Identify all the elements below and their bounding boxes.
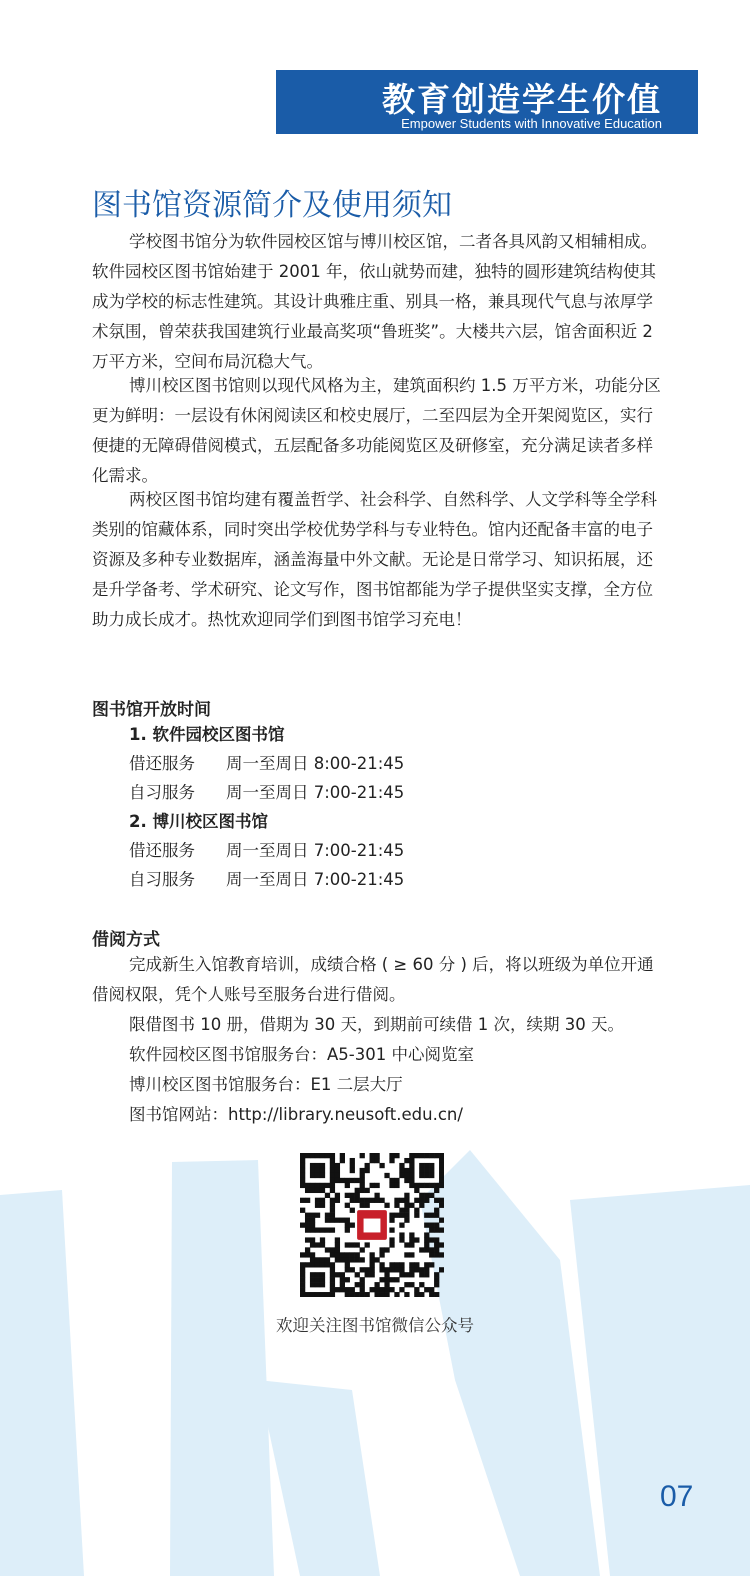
opening-hours-heading: 图书馆开放时间 [92,700,211,720]
campus-title: 1. 软件园校区图书馆 [129,725,285,744]
service-name: 自习服务 [129,783,195,802]
service-name: 自习服务 [129,870,195,889]
service-desk-bochuan: 博川校区图书馆服务台：E1 二层大厅 [129,1075,403,1094]
service-time: 周一至周日 8:00-21:45 [226,754,405,773]
lending-section [92,950,662,1130]
hours-row [129,836,649,865]
page-title: 图书馆资源简介及使用须知 [92,188,452,223]
qr-code [300,1153,444,1297]
service-desk-softpark: 软件园校区图书馆服务台：A5-301 中心阅览室 [129,1045,474,1064]
intro-paragraph-1: 学校图书馆分为软件园校区馆与博川校区馆，二者各具风韵又相辅相成。软件园校区图书馆始建于 2001 年，依山就势而建，独特的圆形建筑结构使其成为学校的标志性建筑。其设计典雅庄重、别具一格，兼具现代气息与浓厚学术氛围，曾荣获我国建筑行业最高奖项“鲁班奖”。大楼共六层，馆舍面积近 2 万平方米，空间布局沉稳大气。 [92,232,657,371]
banner-title: 教育创造学生价值 [382,80,662,119]
campus-title: 2. 博川校区图书馆 [129,812,268,831]
service-time: 周一至周日 7:00-21:45 [226,841,405,860]
service-time: 周一至周日 7:00-21:45 [226,783,405,802]
header-banner [276,70,698,134]
page-number: 07 [660,1480,694,1513]
service-name: 借还服务 [129,754,195,773]
hours-row [129,749,649,778]
lending-rule: 限借图书 10 册，借期为 30 天，到期前可续借 1 次，续期 30 天。 [129,1015,624,1034]
intro-paragraph-2: 博川校区图书馆则以现代风格为主，建筑面积约 1.5 万平方米，功能分区更为鲜明：一层设有休闲阅读区和校史展厅，二至四层为全开架阅览区，实行便捷的无障碍借阅模式，五层配备多功能阅览区及研修室，充分满足读者多样化需求。 [92,376,661,485]
banner-subtitle: Empower Students with Innovative Education [401,116,662,131]
library-website: 图书馆网站：http://library.neusoft.edu.cn/ [129,1105,463,1124]
qr-caption: 欢迎关注图书馆微信公众号 [276,1316,474,1335]
lending-paragraph: 完成新生入馆教育培训，成绩合格 ( ≥ 60 分 ) 后，将以班级为单位开通借阅权限，凭个人账号至服务台进行借阅。 [92,955,654,1004]
opening-hours [129,720,649,894]
qr-code-icon [300,1153,444,1297]
intro-paragraph-3: 两校区图书馆均建有覆盖哲学、社会科学、自然科学、人文学科等全学科类别的馆藏体系，同时突出学校优势学科与专业特色。馆内还配备丰富的电子资源及多种专业数据库，涵盖海量中外文献。无论是日常学习、知识拓展，还是升学备考、学术研究、论文写作，图书馆都能为学子提供坚实支撑，全方位助力成长成才。热忱欢迎同学们到图书馆学习充电！ [92,490,657,629]
lending-heading: 借阅方式 [92,930,160,950]
hours-row [129,865,649,894]
service-time: 周一至周日 7:00-21:45 [226,870,405,889]
hours-row [129,778,649,807]
service-name: 借还服务 [129,841,195,860]
